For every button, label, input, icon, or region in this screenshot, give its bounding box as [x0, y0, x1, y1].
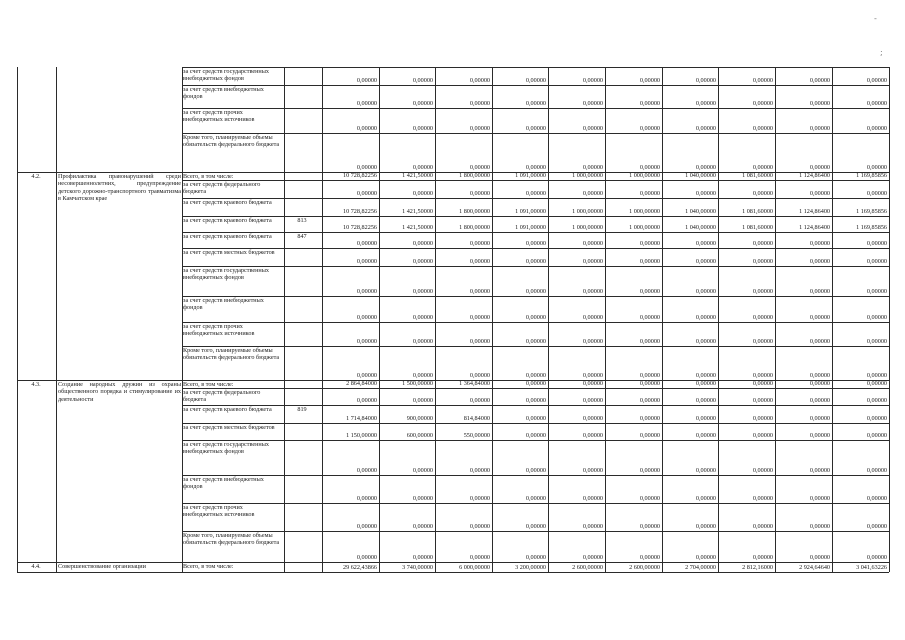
funding-source-label: за счет средств государственных внебюджетных фондов — [183, 440, 269, 456]
budget-code: 819 — [297, 406, 307, 413]
amount-cell: 1 081,60000 — [742, 208, 773, 215]
budget-code: 847 — [297, 233, 307, 240]
row-divider — [182, 85, 889, 86]
amount-cell: 0,00000 — [866, 432, 887, 439]
row-divider — [182, 503, 889, 504]
amount-cell: 0,00000 — [356, 288, 377, 295]
amount-cell: 0,00000 — [639, 372, 660, 379]
amount-cell: 0,00000 — [695, 415, 716, 422]
activity-description: Совершенствование организации — [58, 562, 146, 570]
amount-cell: 0,00000 — [752, 164, 773, 171]
funding-source-label: Всего, в том числе: — [183, 562, 234, 570]
amount-cell: 0,00000 — [639, 554, 660, 561]
activity-description: Создание народных дружин из охраны общественного порядка и стимулирование их деятельности — [58, 380, 181, 403]
amount-cell: 0,00000 — [809, 288, 830, 295]
amount-cell: 0,00000 — [809, 125, 830, 132]
amount-cell: 0,00000 — [809, 100, 830, 107]
row-divider — [182, 322, 889, 323]
amount-cell: 0,00000 — [356, 314, 377, 321]
amount-cell: 0,00000 — [469, 372, 490, 379]
amount-cell: 0,00000 — [695, 288, 716, 295]
funding-source-label: Всего, в том числе: — [183, 380, 234, 388]
amount-cell: 1 421,50000 — [402, 208, 433, 215]
amount-cell: 1 040,00000 — [685, 224, 716, 231]
row-divider — [17, 572, 889, 573]
amount-cell: 0,00000 — [469, 397, 490, 404]
amount-cell: 0,00000 — [412, 190, 433, 197]
funding-source-label: Кроме того, планируемые объемы обязательств федерального бюджета — [183, 531, 280, 547]
amount-cell: 0,00000 — [582, 338, 603, 345]
amount-cell: 10 728,82256 — [342, 224, 377, 231]
row-divider — [182, 531, 889, 532]
amount-cell: 0,00000 — [469, 258, 490, 265]
amount-cell: 3 041,63226 — [856, 564, 887, 571]
amount-cell: 0,00000 — [356, 190, 377, 197]
amount-cell: 1 000,00000 — [629, 224, 660, 231]
amount-cell: 0,00000 — [356, 372, 377, 379]
amount-cell: 0,00000 — [356, 125, 377, 132]
amount-cell: 3 200,00000 — [515, 564, 546, 571]
amount-cell: 550,00000 — [463, 432, 490, 439]
amount-cell: 0,00000 — [809, 164, 830, 171]
funding-source-label: за счет средств внебюджетных фондов — [183, 475, 264, 491]
amount-cell: 0,00000 — [412, 125, 433, 132]
amount-cell: 0,00000 — [356, 338, 377, 345]
amount-cell: 0,00000 — [582, 372, 603, 379]
amount-cell: 0,00000 — [866, 380, 887, 387]
row-divider — [182, 388, 889, 389]
amount-cell: 0,00000 — [582, 523, 603, 530]
amount-cell: 0,00000 — [639, 380, 660, 387]
column-divider — [605, 67, 606, 572]
amount-cell: 0,00000 — [582, 164, 603, 171]
amount-cell: 1 124,86400 — [799, 172, 830, 179]
amount-cell: 0,00000 — [809, 432, 830, 439]
amount-cell: 0,00000 — [639, 523, 660, 530]
amount-cell: 0,00000 — [582, 314, 603, 321]
amount-cell: 0,00000 — [695, 164, 716, 171]
amount-cell: 0,00000 — [412, 164, 433, 171]
amount-cell: 0,00000 — [469, 77, 490, 84]
amount-cell: 0,00000 — [525, 495, 546, 502]
amount-cell: 0,00000 — [639, 338, 660, 345]
amount-cell: 1 040,00000 — [685, 208, 716, 215]
amount-cell: 0,00000 — [582, 415, 603, 422]
amount-cell: 0,00000 — [866, 338, 887, 345]
amount-cell: 0,00000 — [356, 258, 377, 265]
funding-source-label: за счет средств государственных внебюджетных фондов — [183, 266, 269, 282]
amount-cell: 0,00000 — [469, 314, 490, 321]
item-number: 4.2. — [31, 173, 41, 180]
amount-cell: 900,00000 — [406, 415, 433, 422]
amount-cell: 0,00000 — [639, 125, 660, 132]
amount-cell: 0,00000 — [582, 554, 603, 561]
column-divider — [832, 67, 833, 572]
amount-cell: 1 000,00000 — [572, 208, 603, 215]
amount-cell: 0,00000 — [695, 554, 716, 561]
amount-cell: 29 622,43866 — [342, 564, 377, 571]
amount-cell: 0,00000 — [695, 432, 716, 439]
amount-cell: 0,00000 — [582, 77, 603, 84]
amount-cell: 0,00000 — [866, 523, 887, 530]
amount-cell: 0,00000 — [582, 380, 603, 387]
item-number: 4.3. — [31, 381, 41, 388]
column-divider — [284, 67, 285, 572]
amount-cell: 1 500,00000 — [402, 380, 433, 387]
amount-cell: 0,00000 — [412, 372, 433, 379]
column-divider — [718, 67, 719, 572]
amount-cell: 0,00000 — [469, 338, 490, 345]
amount-cell: 0,00000 — [752, 380, 773, 387]
amount-cell: 0,00000 — [695, 125, 716, 132]
column-divider — [17, 67, 18, 572]
amount-cell: 0,00000 — [412, 100, 433, 107]
amount-cell: 1 000,00000 — [572, 224, 603, 231]
amount-cell: 0,00000 — [752, 495, 773, 502]
amount-cell: 0,00000 — [469, 240, 490, 247]
amount-cell: 0,00000 — [639, 240, 660, 247]
amount-cell: 0,00000 — [525, 338, 546, 345]
amount-cell: 0,00000 — [809, 415, 830, 422]
amount-cell: 0,00000 — [469, 495, 490, 502]
amount-cell: 0,00000 — [469, 523, 490, 530]
column-divider — [775, 67, 776, 572]
amount-cell: 0,00000 — [356, 77, 377, 84]
row-divider — [182, 475, 889, 476]
amount-cell: 0,00000 — [866, 240, 887, 247]
amount-cell: 0,00000 — [412, 554, 433, 561]
amount-cell: 0,00000 — [866, 125, 887, 132]
amount-cell: 0,00000 — [639, 100, 660, 107]
amount-cell: 0,00000 — [752, 125, 773, 132]
funding-source-label: за счет средств государственных внебюджетных фондов — [183, 67, 269, 83]
amount-cell: 0,00000 — [525, 523, 546, 530]
amount-cell: 0,00000 — [525, 288, 546, 295]
amount-cell: 0,00000 — [412, 77, 433, 84]
amount-cell: 0,00000 — [525, 467, 546, 474]
row-divider — [182, 108, 889, 109]
amount-cell: 0,00000 — [639, 415, 660, 422]
amount-cell: 0,00000 — [809, 240, 830, 247]
amount-cell: 0,00000 — [356, 240, 377, 247]
funding-source-label: за счет средств краевого бюджета — [183, 232, 272, 240]
amount-cell: 3 740,00000 — [402, 564, 433, 571]
amount-cell: 0,00000 — [752, 397, 773, 404]
amount-cell: 0,00000 — [582, 397, 603, 404]
amount-cell: 0,00000 — [695, 190, 716, 197]
funding-source-label: Кроме того, планируемые объемы обязательств федерального бюджета — [183, 346, 280, 362]
amount-cell: 0,00000 — [809, 495, 830, 502]
amount-cell: 0,00000 — [752, 372, 773, 379]
amount-cell: 0,00000 — [525, 415, 546, 422]
amount-cell: 2 600,00000 — [629, 564, 660, 571]
row-divider — [182, 248, 889, 249]
row-divider — [182, 198, 889, 199]
amount-cell: 0,00000 — [639, 258, 660, 265]
funding-source-label: за счет средств прочих внебюджетных источников — [183, 108, 255, 124]
funding-source-label: за счет средств федерального бюджета — [183, 388, 261, 404]
amount-cell: 0,00000 — [582, 288, 603, 295]
table-top-border — [182, 67, 889, 68]
amount-cell: 1 421,50000 — [402, 224, 433, 231]
funding-source-label: за счет средств краевого бюджета — [183, 198, 272, 206]
row-divider — [182, 266, 889, 267]
amount-cell: 0,00000 — [469, 288, 490, 295]
amount-cell: 1 169,85856 — [856, 224, 887, 231]
amount-cell: 0,00000 — [469, 190, 490, 197]
row-divider — [182, 133, 889, 134]
column-divider — [548, 67, 549, 572]
amount-cell: 0,00000 — [525, 314, 546, 321]
column-divider — [379, 67, 380, 572]
amount-cell: 0,00000 — [752, 258, 773, 265]
item-number: 4.4. — [31, 563, 41, 570]
amount-cell: 1 091,00000 — [515, 172, 546, 179]
amount-cell: 0,00000 — [695, 240, 716, 247]
amount-cell: 0,00000 — [809, 77, 830, 84]
amount-cell: 0,00000 — [582, 125, 603, 132]
amount-cell: 0,00000 — [809, 467, 830, 474]
amount-cell: 0,00000 — [525, 380, 546, 387]
amount-cell: 0,00000 — [809, 338, 830, 345]
amount-cell: 2 864,84000 — [346, 380, 377, 387]
page-mark-top-right: - — [874, 14, 877, 23]
amount-cell: 0,00000 — [469, 554, 490, 561]
column-divider — [435, 67, 436, 572]
amount-cell: 0,00000 — [809, 258, 830, 265]
amount-cell: 1 081,60000 — [742, 224, 773, 231]
amount-cell: 0,00000 — [356, 467, 377, 474]
amount-cell: 0,00000 — [866, 314, 887, 321]
amount-cell: 0,00000 — [809, 372, 830, 379]
amount-cell: 0,00000 — [695, 258, 716, 265]
amount-cell: 0,00000 — [866, 415, 887, 422]
amount-cell: 0,00000 — [412, 288, 433, 295]
row-divider — [182, 346, 889, 347]
amount-cell: 0,00000 — [525, 240, 546, 247]
amount-cell: 0,00000 — [866, 77, 887, 84]
amount-cell: 0,00000 — [356, 397, 377, 404]
amount-cell: 1 150,00000 — [346, 432, 377, 439]
amount-cell: 10 728,82256 — [342, 208, 377, 215]
column-divider — [56, 67, 57, 572]
amount-cell: 0,00000 — [356, 523, 377, 530]
amount-cell: 2 812,16000 — [742, 564, 773, 571]
amount-cell: 1 081,60000 — [742, 172, 773, 179]
funding-source-label: за счет средств внебюджетных фондов — [183, 85, 264, 101]
amount-cell: 6 000,00000 — [459, 564, 490, 571]
amount-cell: 1 000,00000 — [572, 172, 603, 179]
amount-cell: 0,00000 — [639, 314, 660, 321]
funding-source-label: за счет средств краевого бюджета — [183, 216, 272, 224]
amount-cell: 1 714,84000 — [346, 415, 377, 422]
amount-cell: 0,00000 — [752, 190, 773, 197]
amount-cell: 0,00000 — [525, 397, 546, 404]
amount-cell: 1 169,85856 — [856, 172, 887, 179]
amount-cell: 0,00000 — [695, 380, 716, 387]
amount-cell: 0,00000 — [752, 288, 773, 295]
amount-cell: 0,00000 — [582, 467, 603, 474]
amount-cell: 2 924,64640 — [799, 564, 830, 571]
amount-cell: 1 000,00000 — [629, 172, 660, 179]
amount-cell: 0,00000 — [412, 338, 433, 345]
amount-cell: 10 728,82256 — [342, 172, 377, 179]
amount-cell: 0,00000 — [469, 125, 490, 132]
amount-cell: 0,00000 — [752, 432, 773, 439]
funding-source-label: за счет средств прочих внебюджетных источников — [183, 322, 255, 338]
amount-cell: 0,00000 — [809, 397, 830, 404]
amount-cell: 0,00000 — [412, 240, 433, 247]
amount-cell: 1 000,00000 — [629, 208, 660, 215]
amount-cell: 600,00000 — [406, 432, 433, 439]
amount-cell: 0,00000 — [752, 314, 773, 321]
amount-cell: 0,00000 — [752, 338, 773, 345]
amount-cell: 2 704,00000 — [685, 564, 716, 571]
amount-cell: 0,00000 — [866, 397, 887, 404]
amount-cell: 0,00000 — [639, 77, 660, 84]
amount-cell: 0,00000 — [866, 467, 887, 474]
amount-cell: 0,00000 — [525, 190, 546, 197]
amount-cell: 0,00000 — [752, 415, 773, 422]
budget-code: 813 — [297, 217, 307, 224]
amount-cell: 0,00000 — [866, 495, 887, 502]
funding-source-label: за счет средств местных бюджетов — [183, 423, 275, 431]
amount-cell: 0,00000 — [356, 495, 377, 502]
amount-cell: 0,00000 — [752, 467, 773, 474]
amount-cell: 1 091,00000 — [515, 224, 546, 231]
amount-cell: 0,00000 — [639, 467, 660, 474]
amount-cell: 0,00000 — [752, 523, 773, 530]
amount-cell: 0,00000 — [639, 495, 660, 502]
amount-cell: 0,00000 — [356, 554, 377, 561]
amount-cell: 0,00000 — [695, 397, 716, 404]
funding-source-label: за счет средств прочих внебюджетных источников — [183, 503, 255, 519]
amount-cell: 1 421,50000 — [402, 172, 433, 179]
amount-cell: 0,00000 — [866, 190, 887, 197]
amount-cell: 0,00000 — [469, 467, 490, 474]
amount-cell: 0,00000 — [695, 338, 716, 345]
amount-cell: 1 040,00000 — [685, 172, 716, 179]
amount-cell: 0,00000 — [582, 100, 603, 107]
row-divider — [182, 423, 889, 424]
activity-description — [58, 68, 181, 118]
amount-cell: 0,00000 — [695, 523, 716, 530]
amount-cell: 0,00000 — [809, 380, 830, 387]
amount-cell: 1 800,00000 — [459, 208, 490, 215]
amount-cell: 0,00000 — [412, 467, 433, 474]
amount-cell: 0,00000 — [412, 314, 433, 321]
amount-cell: 0,00000 — [525, 77, 546, 84]
amount-cell: 1 364,84000 — [459, 380, 490, 387]
column-divider — [662, 67, 663, 572]
amount-cell: 0,00000 — [639, 397, 660, 404]
amount-cell: 0,00000 — [582, 190, 603, 197]
amount-cell: 0,00000 — [866, 288, 887, 295]
amount-cell: 0,00000 — [469, 100, 490, 107]
amount-cell: 814,84000 — [463, 415, 490, 422]
amount-cell: 0,00000 — [809, 314, 830, 321]
amount-cell: 0,00000 — [695, 495, 716, 502]
amount-cell: 0,00000 — [469, 164, 490, 171]
amount-cell: 0,00000 — [752, 240, 773, 247]
amount-cell: 0,00000 — [695, 77, 716, 84]
row-divider — [182, 296, 889, 297]
amount-cell: 0,00000 — [356, 100, 377, 107]
amount-cell: 0,00000 — [639, 190, 660, 197]
amount-cell: 0,00000 — [412, 258, 433, 265]
funding-source-label: за счет средств внебюджетных фондов — [183, 296, 264, 312]
column-divider — [889, 67, 890, 572]
amount-cell: 0,00000 — [356, 164, 377, 171]
amount-cell: 1 169,85856 — [856, 208, 887, 215]
amount-cell: 0,00000 — [582, 432, 603, 439]
amount-cell: 0,00000 — [695, 314, 716, 321]
amount-cell: 1 800,00000 — [459, 224, 490, 231]
funding-source-label: за счет средств краевого бюджета — [183, 405, 272, 413]
page-mark-side-right: ; — [880, 48, 883, 57]
amount-cell: 0,00000 — [866, 100, 887, 107]
row-divider — [182, 180, 889, 181]
amount-cell: 0,00000 — [809, 523, 830, 530]
column-divider — [322, 67, 323, 572]
amount-cell: 0,00000 — [752, 100, 773, 107]
amount-cell: 0,00000 — [639, 164, 660, 171]
funding-source-label: за счет средств федерального бюджета — [183, 180, 261, 196]
amount-cell: 0,00000 — [695, 100, 716, 107]
amount-cell: 0,00000 — [752, 554, 773, 561]
amount-cell: 1 124,86400 — [799, 208, 830, 215]
amount-cell: 0,00000 — [582, 240, 603, 247]
amount-cell: 0,00000 — [412, 397, 433, 404]
amount-cell: 0,00000 — [525, 164, 546, 171]
funding-source-label: за счет средств местных бюджетов — [183, 248, 275, 256]
amount-cell: 0,00000 — [525, 554, 546, 561]
amount-cell: 0,00000 — [809, 190, 830, 197]
amount-cell: 0,00000 — [866, 164, 887, 171]
amount-cell: 0,00000 — [752, 77, 773, 84]
amount-cell: 1 800,00000 — [459, 172, 490, 179]
amount-cell: 1 091,00000 — [515, 208, 546, 215]
activity-description: Профилактика правонарушений среди несовершеннолетних, предупреждение детского дорожно-транспортного травматизма в Камчатском крае — [58, 172, 181, 203]
amount-cell: 1 124,86400 — [799, 224, 830, 231]
amount-cell: 0,00000 — [639, 432, 660, 439]
amount-cell: 0,00000 — [695, 372, 716, 379]
amount-cell: 0,00000 — [412, 523, 433, 530]
amount-cell: 0,00000 — [525, 258, 546, 265]
amount-cell: 0,00000 — [525, 100, 546, 107]
amount-cell: 0,00000 — [866, 554, 887, 561]
column-divider — [182, 67, 183, 572]
column-divider — [492, 67, 493, 572]
amount-cell: 0,00000 — [525, 125, 546, 132]
amount-cell: 0,00000 — [582, 495, 603, 502]
amount-cell: 0,00000 — [582, 258, 603, 265]
amount-cell: 0,00000 — [412, 495, 433, 502]
amount-cell: 0,00000 — [866, 258, 887, 265]
amount-cell: 0,00000 — [866, 372, 887, 379]
amount-cell: 0,00000 — [639, 288, 660, 295]
amount-cell: 0,00000 — [695, 467, 716, 474]
amount-cell: 0,00000 — [525, 372, 546, 379]
amount-cell: 2 600,00000 — [572, 564, 603, 571]
amount-cell: 0,00000 — [809, 554, 830, 561]
amount-cell: 0,00000 — [525, 432, 546, 439]
funding-source-label: Кроме того, планируемые объемы обязательств федерального бюджета — [183, 133, 280, 149]
funding-source-label: Всего, в том числе: — [183, 172, 234, 180]
row-divider — [182, 440, 889, 441]
